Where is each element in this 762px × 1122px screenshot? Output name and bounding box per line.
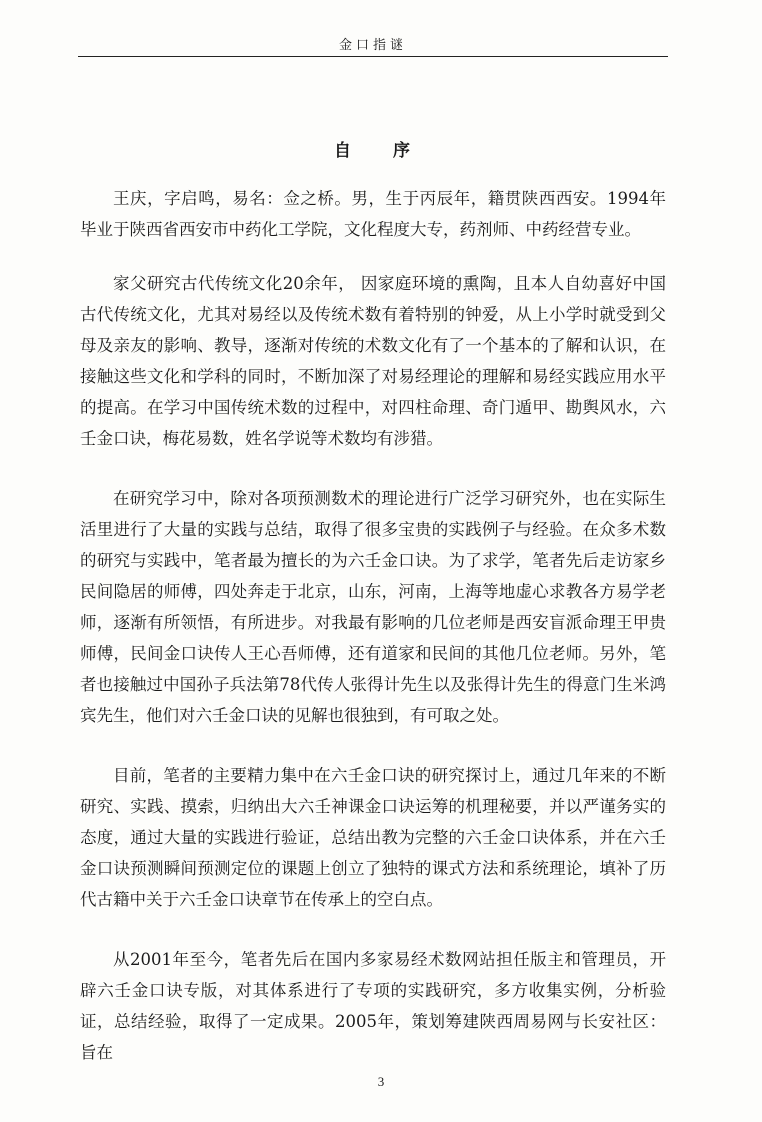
header-title: 金口指谜 [338,38,407,53]
paragraph-5: 从2001年至今，笔者先后在国内多家易经术数网站担任版主和管理员，开辟六壬金口诀专版，对其体系进行了专项的实践研究，多方收集实例，分析验证，总结经验，取得了一定成果。2005年，策划筹建陕西周易网与长安社区：旨在 [80,950,666,1062]
running-header [78,28,668,57]
page-title: 自 序 [334,141,428,161]
page-number: 3 [377,1074,385,1089]
paragraph-4: 目前，笔者的主要精力集中在六壬金口诀的研究探讨上，通过几年来的不断研究、实践、摸索，归纳出大六壬神课金口诀运筹的机理秘要，并以严谨务实的态度，通过大量的实践进行验证，总结出教为完整的六壬金口诀体系，并在六壬金口诀预测瞬间预测定位的课题上创立了独特的课式方法和系统理论，填补了历代古籍中关于六壬金口诀章节在传承上的空白点。 [80,766,666,909]
paragraph-2: 家父研究古代传统文化20余年， 因家庭环境的熏陶，且本人自幼喜好中国古代传统文化，尤其对易经以及传统术数有着特别的钟爱，从上小学时就受到父母及亲友的影响、教导，逐渐对传统的术数文化有了一个基本的了解和认识，在接触这些文化和学科的同时，不断加深了对易经理论的理解和易经实践应用水平的提高。在学习中国传统术数的过程中，对四柱命理、奇门遁甲、勘舆风水，六壬金口诀，梅花易数，姓名学说等术数均有涉猎。 [80,274,666,448]
paragraph-1: 王庆，字启鸣，易名：佥之桥。男，生于丙辰年，籍贯陕西西安。1994年毕业于陕西省西安市中药化工学院，文化程度大专，药剂师、中药经营专业。 [80,189,666,239]
paragraph-3: 在研究学习中，除对各项预测数术的理论进行广泛学习研究外，也在实际生活里进行了大量的实践与总结，取得了很多宝贵的实践例子与经验。在众多术数的研究与实践中，笔者最为擅长的为六壬金口诀。为了求学，笔者先后走访家乡民间隐居的师傅，四处奔走于北京，山东，河南，上海等地虚心求教各方易学老师，逐渐有所领悟，有所进步。对我最有影响的几位老师是西安盲派命理王甲贵师傅，民间金口诀传人王心吾师傅，还有道家和民间的其他几位老师。另外，笔者也接触过中国孙子兵法第78代传人张得计先生以及张得计先生的得意门生米鸿宾先生，他们对六壬金口诀的见解也很独到，有可取之处。 [80,489,666,725]
